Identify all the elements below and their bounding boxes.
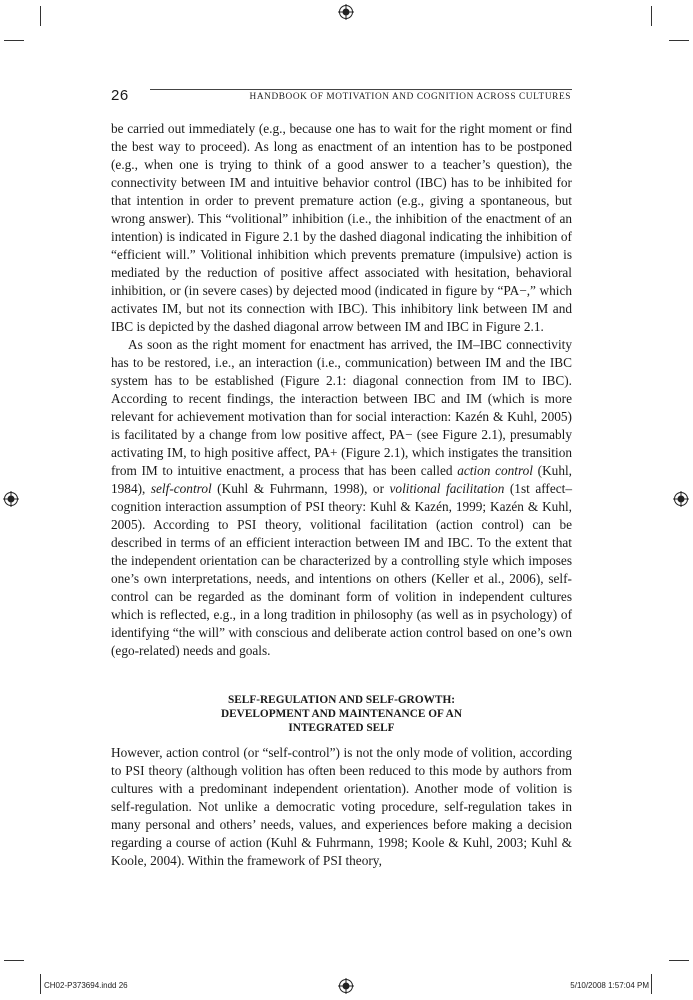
footer-timestamp: 5/10/2008 1:57:04 PM: [570, 981, 649, 990]
italic-term: self-control: [150, 481, 212, 496]
crop-mark: [669, 960, 689, 961]
registration-mark-icon: [673, 491, 689, 507]
text-run: As soon as the right moment for enactment has arrived, the IM–IBC connectivity has to be restored, i.e., an interaction (i.e., communication) between IM and the IBC system has to be established (Figure 2.1: diagonal connection from IM to IBC). According to recent findings, the interaction between IBC and IM (which is more relevant for achievement motivation than for social interaction: Kazén & Kuhl, 2005) is facilitated by a change from low positive affect, PA− (see Figure 2.1), presumably activating IM, to high positive affect, PA+ (Figure 2.1), which instigates the transition from IM to intuitive enactment, a process that has been called: [111, 337, 572, 478]
crop-mark: [40, 974, 41, 994]
registration-mark-icon: [338, 4, 354, 20]
crop-mark: [4, 960, 24, 961]
crop-mark: [40, 6, 41, 26]
section-heading: [111, 693, 572, 736]
italic-term: volitional facilitation: [389, 481, 505, 496]
paragraph: [111, 336, 572, 660]
crop-mark: [669, 40, 689, 41]
paragraph: be carried out immediately (e.g., because one has to wait for the right moment or find the best way to proceed). As long as enactment of an intention has to be postponed (e.g., when one is trying to think of a good answer to a teacher’s question), the connectivity between IM and intuitive behavior control (IBC) has to be inhibited for that intention in order to prevent premature action (e.g., giving a spontaneous, but wrong answer). This “volitional” inhibition (i.e., the inhibition of the enactment of an intention) is indicated in Figure 2.1 by the dashed diagonal indicating the inhibition of “efficient will.” Volitional inhibition which prevents premature (impulsive) action is mediated by the reduction of positive affect associated with hesitation, behavioral inhibition, or (in severe cases) by dejected mood (indicated in figure by “PA−,” which activates IM, but not its connection with IBC). This inhibitory link between IM and IBC is depicted by the dashed diagonal arrow between IM and IBC in Figure 2.1.: [111, 121, 572, 334]
registration-mark-icon: [338, 978, 354, 994]
crop-mark: [651, 974, 652, 994]
text-run: (Kuhl, 1984),: [111, 463, 572, 496]
paragraph: However, action control (or “self-control”) is not the only mode of volition, according to PSI theory (although volition has often been reduced to this mode by authors from cultures with a predominant independent orientation). Another mode of volition is self-regulation. Not unlike a democratic voting procedure, self-regulation takes in many personal and others’ needs, values, and experiences before making a decision regarding a course of action (Kuhl & Fuhrmann, 1998; Koole & Kuhl, 2003; Kuhl & Koole, 2004). Within the framework of PSI theory,: [111, 744, 572, 868]
crop-mark: [651, 6, 652, 26]
header-rule: [150, 89, 572, 90]
main-text: [111, 120, 572, 870]
registration-mark-icon: [3, 491, 19, 507]
section-heading-line: INTEGRATED SELF: [288, 722, 395, 735]
running-head: HANDBOOK OF MOTIVATION AND COGNITION ACROSS CULTURES: [249, 92, 571, 102]
crop-mark: [4, 40, 24, 41]
text-run: (Kuhl & Fuhrmann, 1998), or: [211, 481, 390, 496]
section-heading-line: SELF-REGULATION AND SELF-GROWTH:: [227, 694, 455, 706]
section-heading-line: DEVELOPMENT AND MAINTENANCE OF AN: [220, 708, 463, 721]
page-number: 26: [111, 87, 129, 104]
italic-term: action control: [457, 463, 533, 478]
text-run: (1st affect–cognition interaction assumption of PSI theory: Kuhl & Kazén, 1999; Kazén & Kuhl, 2005). According to PSI theory, volitional facilitation (action control) can be described in terms of an efficient interaction between IM and IBC. To the extent that the independent orientation can be characterized by a controlling style which imposes one’s own interpretations, needs, and intentions on others (Keller et al., 2006), self-control can be regarded as the dominant form of volition in independent cultures which is reflected, e.g., in a long tradition in philosophy (as well as in psychology) of identifying “the will” with conscious and deliberate action control based on one’s own (ego-related) needs and goals.: [111, 481, 572, 658]
footer-file-name: CH02-P373694.indd 26: [44, 981, 128, 990]
